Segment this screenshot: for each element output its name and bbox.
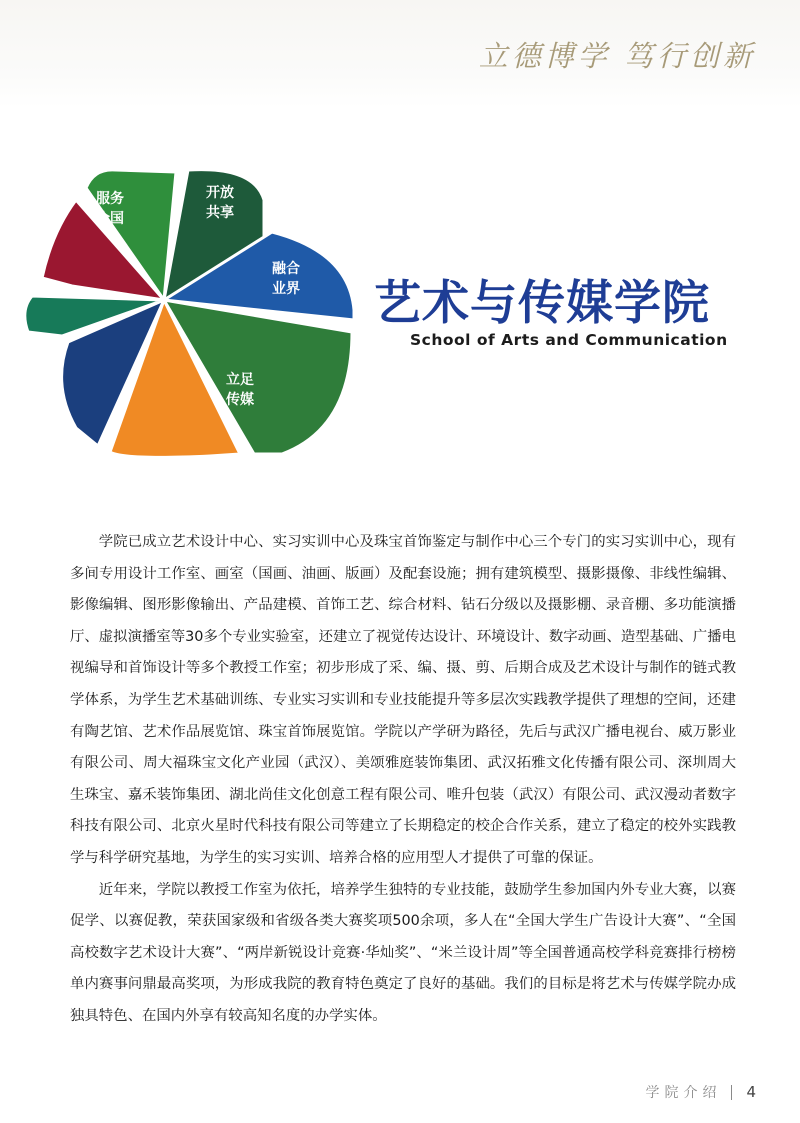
petal-label-integrate-1: 融合 [272,261,300,277]
college-logo [14,160,364,460]
introduction-text [70,527,736,1033]
petal-label-service-2: 全国 [96,211,124,227]
school-motto: 立德博学 笃行创新 [478,39,756,73]
intro-paragraph-2: 近年来，学院以教授工作室为依托，培养学生独特的专业技能，鼓励学生参加国内外专业大赛，以赛促学、以赛促教，荣获国家级和省级各类大赛奖项500余项，多人在“全国大学生广告设计大赛”、“全国高校数字艺术设计大赛”、“两岸新锐设计竞赛·华灿奖”、“米兰设计周”等全国普通高校学科竞赛排行榜榜单内赛事问鼎最高奖项，为形成我院的教育特色奠定了良好的基础。我们的目标是将艺术与传媒学院办成独具特色、在国内外享有较高知名度的办学实体。 [70,881,736,1024]
college-logo-graphic [14,160,364,460]
petal-label-open-1: 开放 [206,185,234,201]
college-title-chinese: 艺术与传媒学院 [374,276,710,331]
college-title-english: School of Arts and Communication [410,331,728,349]
petal-label-media-1: 立足 [226,372,254,388]
page-footer [645,1082,756,1102]
footer-section-label: 学院介绍 [645,1085,722,1101]
petal-label-open-2: 共享 [206,205,234,221]
intro-paragraph-1: 学院已成立艺术设计中心、实习实训中心及珠宝首饰鉴定与制作中心三个专门的实习实训中心，现有多间专用设计工作室、画室（国画、油画、版画）及配套设施；拥有建筑模型、摄影摄像、非线性编辑、影像编辑、图形影像输出、产品建模、首饰工艺、综合材料、钻石分级以及摄影棚、录音棚、多功能演播厅、虚拟演播室等30多个专业实验室，还建立了视觉传达设计、环境设计、数字动画、造型基础、广播电视编导和首饰设计等多个教授工作室；初步形成了采、编、摄、剪、后期合成及艺术设计与制作的链式教学体系，为学生艺术基础训练、专业实习实训和专业技能提升等多层次实践教学提供了理想的空间，还建有陶艺馆、艺术作品展览馆、珠宝首饰展览馆。学院以产学研为路径，先后与武汉广播电视台、威万影业有限公司、周大福珠宝文化产业园（武汉）、美颂雅庭装饰集团、武汉拓雅文化传播有限公司、深圳周大生珠宝、嘉禾装饰集团、湖北尚佳文化创意工程有限公司、唯升包装（武汉）有限公司、武汉漫动者数字科技有限公司、北京火星时代科技有限公司等建立了长期稳定的校企合作关系，建立了稳定的校外实践教学与科学研究基地，为学生的实习实训、培养合格的应用型人才提供了可靠的保证。 [70,534,736,866]
petal-label-service-1: 服务 [96,191,124,207]
page-number: 4 [746,1083,756,1101]
petal-label-integrate-2: 业界 [272,281,300,297]
petal-label-media-2: 传媒 [226,392,254,408]
footer-divider [731,1085,732,1100]
